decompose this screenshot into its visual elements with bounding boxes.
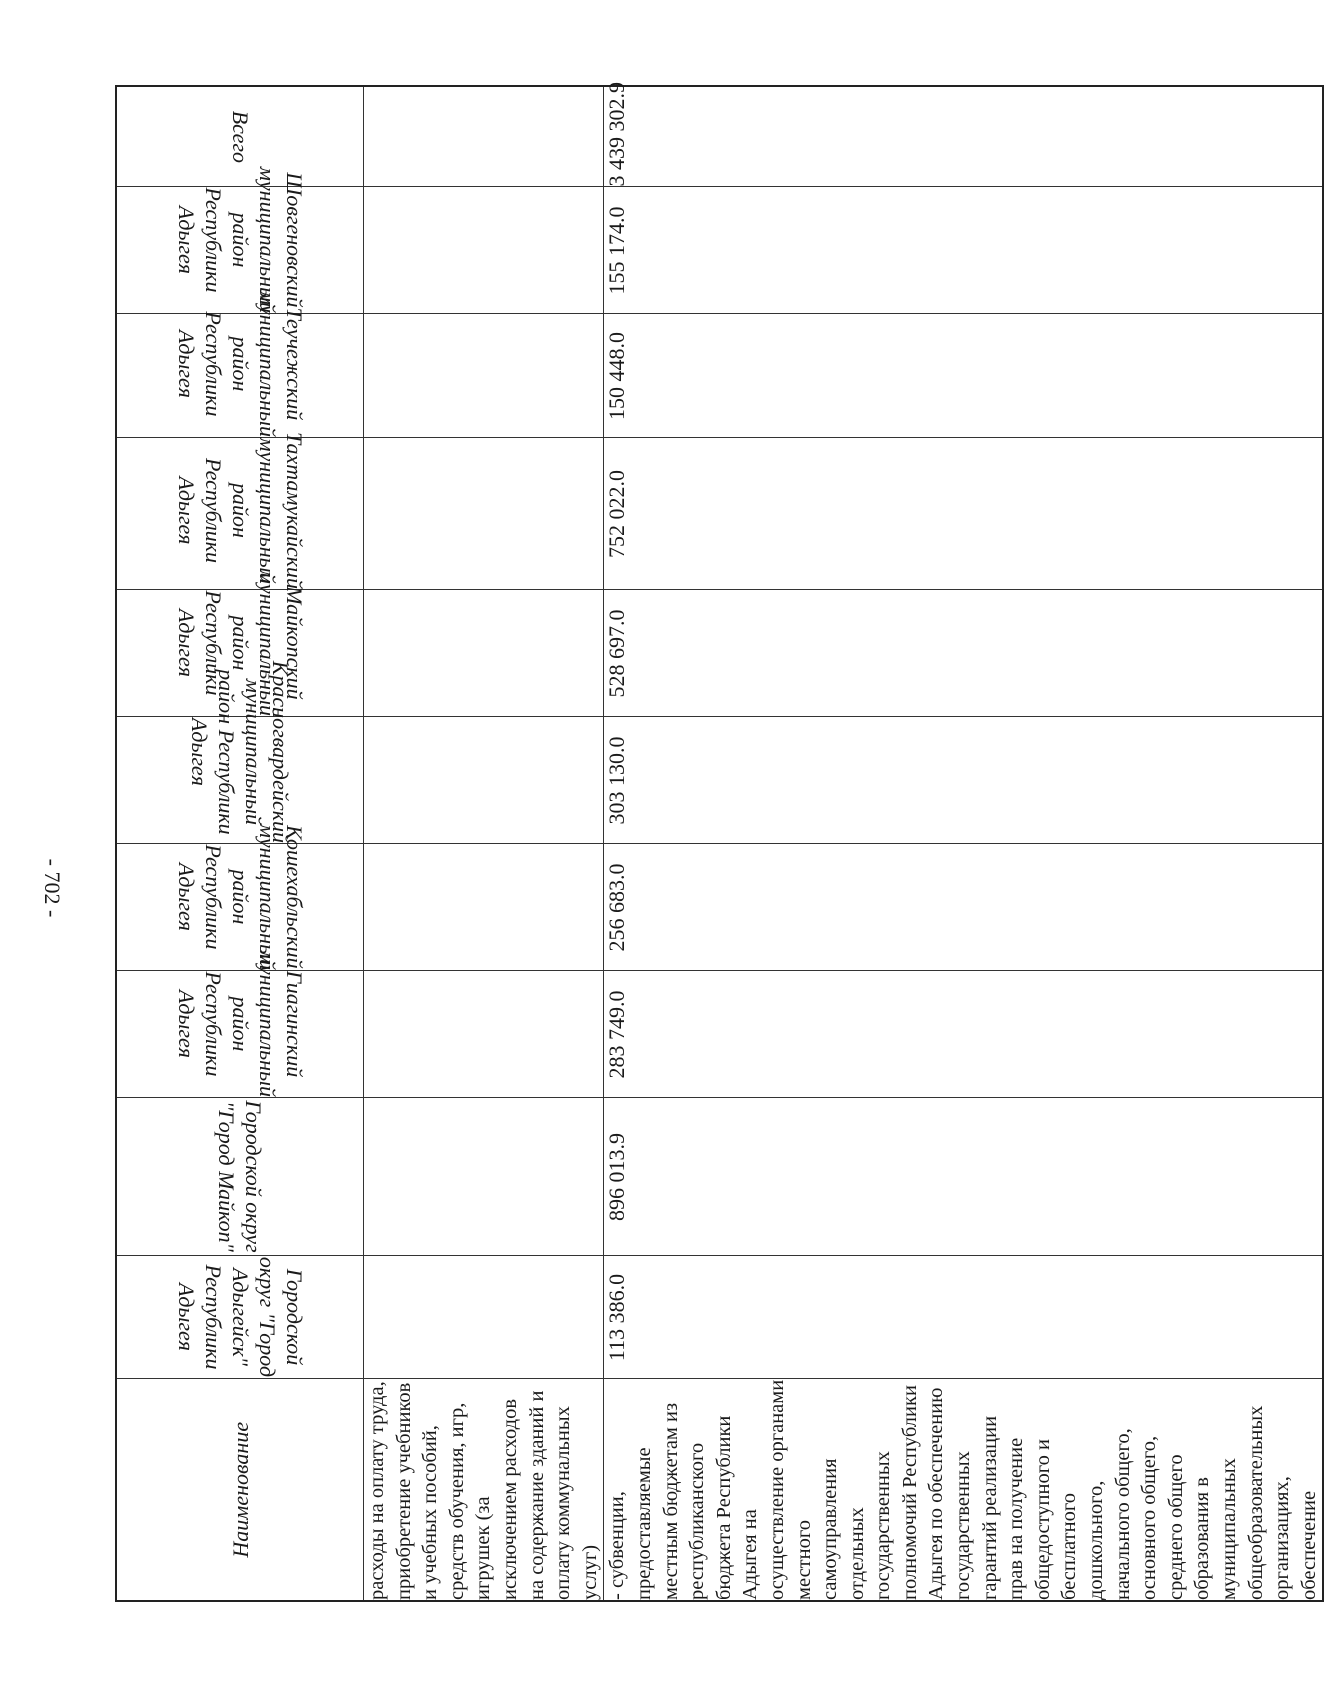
cell-value: 155 174.0 <box>604 187 1324 314</box>
budget-table <box>115 82 1324 1602</box>
cell-value: 3 439 302.9 <box>604 86 1324 187</box>
header-koshekhablsky: Кошехабльский муниципальный район Республики Адыгея <box>116 844 364 971</box>
cell-value <box>364 717 604 844</box>
header-takhtamukaysky: Тахтамукайский муниципальный район Республики Адыгея <box>116 438 364 590</box>
header-name: Наименование <box>116 1379 364 1601</box>
row-name: - субвенции, предоставляемые местным бюджетам из республиканского бюджета Республики Адыгея на осуществление органами местного самоуправления отдельных государственных полномочий Республики Адыгея по обеспечению государственных гарантий реализации прав на получение общедоступного и бесплатного дошкольного, начального общего, основного общего, среднего общего образования в муниципальных общеобразовательных организациях, обеспечение <box>604 1379 1324 1601</box>
cell-value: 528 697.0 <box>604 590 1324 717</box>
cell-value: 896 013.9 <box>604 1098 1324 1256</box>
table-row <box>364 86 604 1601</box>
cell-value: 303 130.0 <box>604 717 1324 844</box>
cell-value <box>364 590 604 717</box>
cell-value <box>364 971 604 1098</box>
cell-value: 113 386.0 <box>604 1256 1324 1379</box>
table-row <box>604 86 1324 1601</box>
cell-value <box>364 86 604 187</box>
header-total: Всего <box>116 86 364 187</box>
cell-value: 256 683.0 <box>604 844 1324 971</box>
budget-table-rotated <box>115 82 1320 1602</box>
cell-value <box>364 438 604 590</box>
cell-value <box>364 314 604 438</box>
header-adygeysk: Городской округ "Город Адыгейск" Республики Адыгея <box>116 1256 364 1379</box>
cell-value: 150 448.0 <box>604 314 1324 438</box>
cell-value: 752 022.0 <box>604 438 1324 590</box>
cell-value <box>364 1256 604 1379</box>
cell-value <box>364 844 604 971</box>
header-shovgenovsky: Шовгеновский муниципальный район Республики Адыгея <box>116 187 364 314</box>
page-number: - 702 - <box>40 858 65 918</box>
header-maykop-city: Городской округ "Город Майкоп" <box>116 1098 364 1256</box>
header-maykopsky: Майкопский муниципальный район Республики Адыгея <box>116 590 364 717</box>
row-name: расходы на оплату труда, приобретение учебников и учебных пособий, средств обучения, игр, игрушек (за исключением расходов на содержание зданий и оплату коммунальных услуг) <box>364 1379 604 1601</box>
header-krasnogvardeysky: Красногвардейский муниципальный район Республики Адыгея <box>116 717 364 844</box>
cell-value <box>364 187 604 314</box>
table-header-row <box>116 86 364 1601</box>
cell-value <box>364 1098 604 1256</box>
header-teuchezhsky: Теучежский муниципальный район Республики Адыгея <box>116 314 364 438</box>
cell-value: 283 749.0 <box>604 971 1324 1098</box>
header-giaginsky: Гиагинский муниципальный район Республики Адыгея <box>116 971 364 1098</box>
